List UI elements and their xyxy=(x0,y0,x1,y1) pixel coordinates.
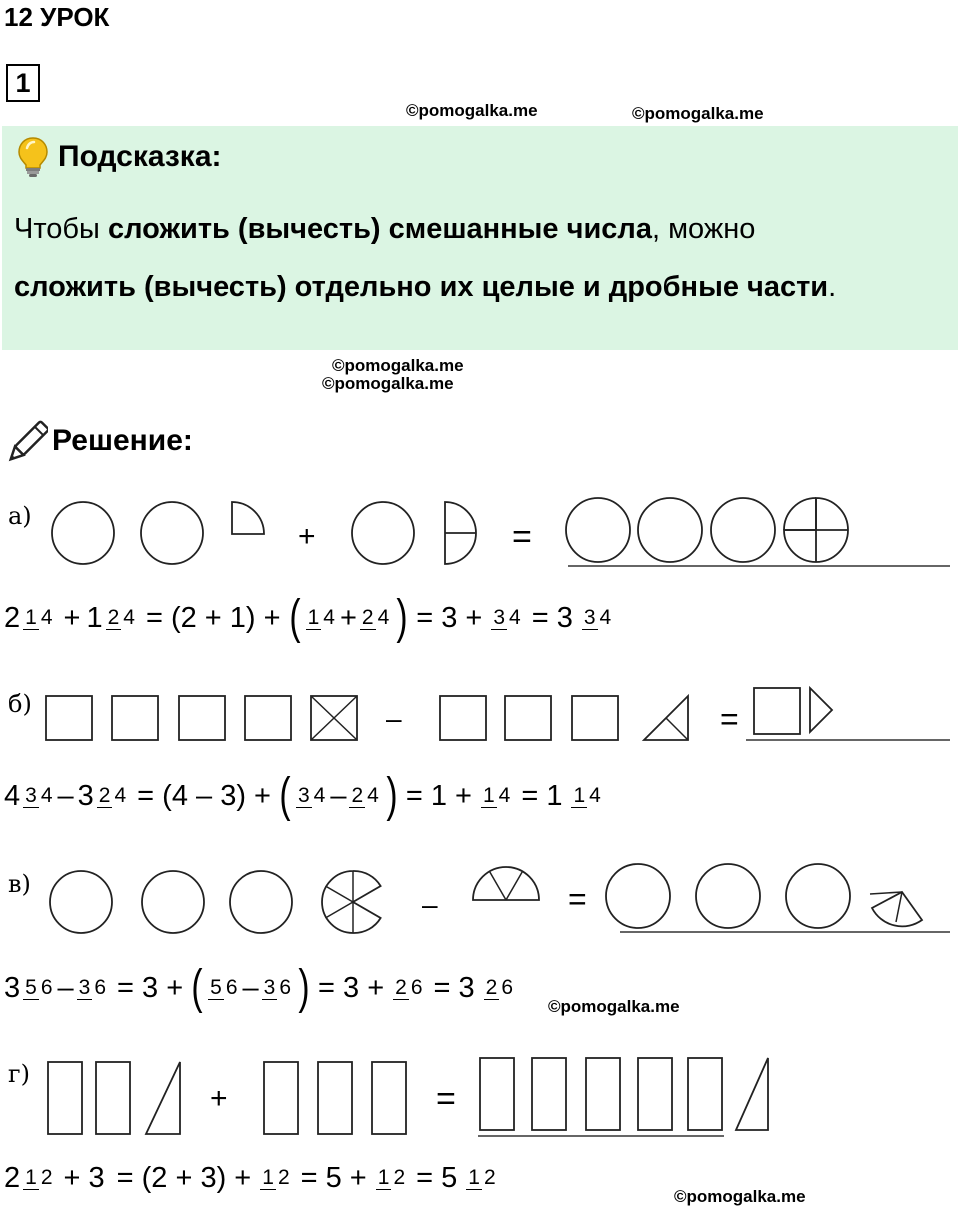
equation-g xyxy=(4,1162,501,1195)
eq-a-pfrac2: 2 4 xyxy=(361,605,390,629)
watermark: ©pomogalka.me xyxy=(674,1187,806,1206)
lightbulb-icon xyxy=(16,136,50,183)
whole-circle xyxy=(50,871,112,933)
eq-v-frac2: 3 6 xyxy=(78,975,107,999)
eq-a-whole2: 1 xyxy=(86,601,103,634)
whole-square xyxy=(572,696,618,740)
whole-rectangle xyxy=(638,1058,672,1130)
whole-circle xyxy=(142,871,204,933)
watermark: ©pomogalka.me xyxy=(632,104,764,123)
eq-a-op1: + xyxy=(63,601,81,634)
whole-circle xyxy=(566,498,630,562)
eq-g-eq3: = 5 xyxy=(416,1162,458,1194)
eq-a-rfrac: 3 4 xyxy=(493,605,521,629)
eq-a-frac1: 1 4 xyxy=(25,605,53,629)
watermark: ©pomogalka.me xyxy=(332,356,464,375)
two-sixths-circle xyxy=(872,892,922,926)
whole-square xyxy=(505,696,551,740)
minus-sign: – xyxy=(386,703,402,734)
pencil-icon xyxy=(6,420,48,471)
plus-sign: + xyxy=(210,1082,228,1115)
eq-v-pfrac1: 5 6 xyxy=(210,975,238,999)
eq-g-ffrac: 1 2 xyxy=(468,1166,496,1189)
label-v: в) xyxy=(8,870,31,898)
eq-a-whole1: 2 xyxy=(4,601,21,634)
eq-v-eq2: = 3 + xyxy=(318,971,385,1004)
equals-sign: = xyxy=(720,701,739,737)
whole-circle xyxy=(786,864,850,928)
eq-b-pop: – xyxy=(330,779,347,812)
eq-b-mid1: = (4 – 3) + xyxy=(137,779,271,812)
plus-sign: + xyxy=(298,520,316,553)
watermark: ©pomogalka.me xyxy=(406,101,538,120)
eq-b-eq2: = 1 + xyxy=(405,779,472,812)
eq-b-frac2: 2 4 xyxy=(98,783,127,807)
figure-b xyxy=(0,680,960,750)
hint-heading: Подсказка: xyxy=(58,140,222,173)
label-b: б) xyxy=(8,690,32,718)
whole-circle xyxy=(638,498,702,562)
whole-rectangle xyxy=(318,1062,352,1134)
whole-square xyxy=(112,696,158,740)
equation-a: 2 1 4 + 1 2 4 = (2 + 1) + ( 1 4 + 2 4 ) = 3 + 3 4 = 3 3 4 xyxy=(4,591,612,644)
eq-g-rfrac: 1 2 xyxy=(377,1166,406,1189)
eq-v-eq3: = 3 xyxy=(433,971,475,1004)
whole-circle xyxy=(352,502,414,564)
five-sixths-circle xyxy=(322,871,381,933)
page-title: 12 УРОК xyxy=(4,2,110,32)
figure-a xyxy=(0,490,960,570)
solution-heading: Решение: xyxy=(52,424,193,457)
eq-g-op1: + 3 xyxy=(63,1162,105,1194)
whole-circle xyxy=(696,864,760,928)
watermark: ©pomogalka.me xyxy=(548,997,680,1016)
eq-b-pfrac1: 3 4 xyxy=(297,783,326,807)
figure-v xyxy=(0,858,960,938)
hint-line2-end: . xyxy=(828,271,837,303)
quarter-triangle xyxy=(810,688,832,732)
eq-v-pfrac2: 3 6 xyxy=(263,975,292,999)
whole-circle xyxy=(230,871,292,933)
whole-rectangle xyxy=(586,1058,620,1130)
eq-a-frac2: 2 4 xyxy=(107,605,135,629)
whole-rectangle xyxy=(372,1062,406,1134)
eq-v-ffrac: 2 6 xyxy=(485,975,514,999)
eq-v-mid1: = 3 + xyxy=(117,971,184,1004)
figure-g xyxy=(0,1050,960,1142)
half-rectangle-triangle xyxy=(736,1058,768,1130)
eq-v-rfrac: 2 6 xyxy=(395,975,423,999)
eq-a-eq3: = 3 xyxy=(531,601,573,634)
eq-g-frac1: 1 2 xyxy=(25,1166,53,1189)
hint-line1-b: , можно xyxy=(651,213,756,245)
minus-sign: – xyxy=(422,889,438,920)
eq-g-whole1: 2 xyxy=(4,1162,21,1194)
equation-b: 4 3 4 – 3 2 4 = (4 – 3) + ( 3 4 – 2 4 ) = 1 + 1 4 = 1 1 4 xyxy=(4,769,601,822)
eq-b-ffrac: 1 4 xyxy=(573,783,601,807)
equals-sign: = xyxy=(512,518,532,556)
whole-circle xyxy=(606,864,670,928)
whole-square xyxy=(179,696,225,740)
whole-rectangle xyxy=(48,1062,82,1134)
eq-v-frac1: 5 6 xyxy=(25,975,53,999)
half-rectangle-triangle xyxy=(146,1062,180,1134)
eq-b-eq3: = 1 xyxy=(521,779,563,812)
whole-rectangle xyxy=(264,1062,298,1134)
eq-v-whole1: 3 xyxy=(4,971,21,1004)
whole-circle xyxy=(711,498,775,562)
half-circle-three-sixths xyxy=(473,867,539,900)
eq-b-whole2: 3 xyxy=(77,779,94,812)
eq-a-eq2: = 3 + xyxy=(416,601,483,634)
eq-b-op1: – xyxy=(57,779,74,812)
whole-square xyxy=(46,696,92,740)
eq-a-pop: + xyxy=(339,601,357,634)
label-a: а) xyxy=(8,502,32,530)
watermark: ©pomogalka.me xyxy=(322,374,454,393)
eq-a-pfrac1: 1 4 xyxy=(307,605,335,629)
eq-b-frac1: 3 4 xyxy=(25,783,53,807)
hint-line1-bold: сложить (вычесть) смешанные числа xyxy=(107,213,652,245)
equals-sign: = xyxy=(568,881,587,917)
eq-g-mid1: = (2 + 3) + xyxy=(116,1162,252,1194)
eq-b-rfrac: 1 4 xyxy=(482,783,511,807)
hint-text xyxy=(14,200,954,316)
hint-line1-a: Чтобы xyxy=(14,213,108,245)
task-number: 1 xyxy=(6,64,40,102)
eq-a-mid1: = (2 + 1) + xyxy=(145,601,281,634)
quarter-circle xyxy=(232,502,264,534)
label-g: г) xyxy=(8,1060,30,1088)
hint-line2-bold: сложить (вычесть) отдельно их целые и дробные части xyxy=(14,271,829,303)
eq-g-eq2: = 5 + xyxy=(300,1162,367,1194)
equation-v: 3 5 6 – 3 6 = 3 + ( 5 6 – 3 6 ) = 3 + 2 6 = 3 2 6 xyxy=(4,961,514,1014)
whole-rectangle xyxy=(532,1058,566,1130)
whole-circle xyxy=(141,502,203,564)
whole-square xyxy=(754,688,800,734)
eq-a-ffrac: 3 4 xyxy=(583,605,612,629)
eq-b-whole1: 4 xyxy=(4,779,21,812)
eq-v-pop: – xyxy=(242,971,259,1004)
whole-rectangle xyxy=(480,1058,514,1130)
whole-rectangle xyxy=(688,1058,722,1130)
eq-g-pfrac1: 1 2 xyxy=(262,1166,290,1189)
whole-square xyxy=(245,696,291,740)
whole-rectangle xyxy=(96,1062,130,1134)
eq-b-pfrac2: 2 4 xyxy=(351,783,379,807)
eq-v-op1: – xyxy=(57,971,74,1004)
whole-square xyxy=(440,696,486,740)
whole-circle xyxy=(52,502,114,564)
equals-sign: = xyxy=(436,1080,456,1118)
